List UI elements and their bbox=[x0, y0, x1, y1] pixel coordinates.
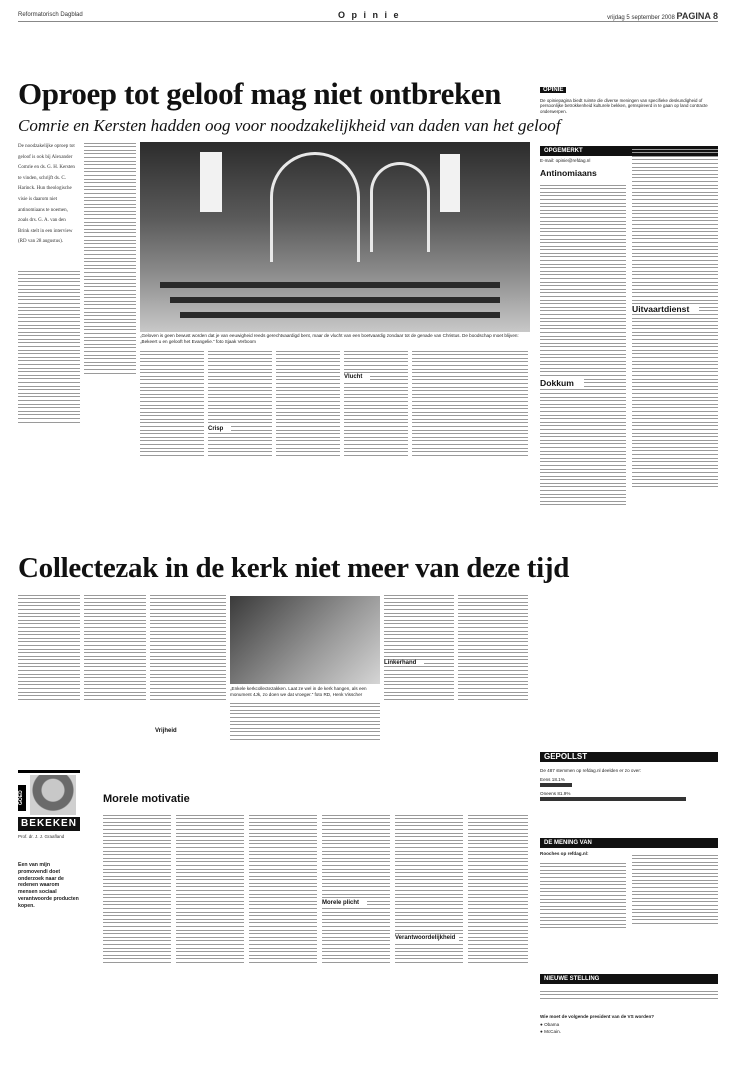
window-shape bbox=[200, 152, 222, 212]
church-interior-photo bbox=[140, 142, 530, 332]
uitvaartdienst-title: Uitvaartdienst bbox=[632, 304, 699, 314]
poll-bar-oneens bbox=[540, 797, 686, 801]
poll-option-eens: Eens 18.1% bbox=[540, 777, 565, 782]
article2-column-2 bbox=[84, 592, 146, 762]
pew-shape bbox=[160, 282, 500, 288]
article1-column-5 bbox=[276, 348, 340, 526]
stelling-intro bbox=[540, 988, 718, 1012]
poll-option-label: Eens bbox=[540, 777, 551, 782]
goed-bekeken-lead: Een van mijn promovendi doet onderzoek naar de redenen waarom mensen sociaal verantwoorde producten kopen. bbox=[18, 862, 79, 909]
column3-col-2 bbox=[176, 812, 244, 1052]
opinie-info-box bbox=[540, 78, 718, 138]
article2-column-6 bbox=[458, 592, 528, 762]
nieuwe-stelling-bar: NIEUWE STELLING bbox=[540, 974, 718, 984]
letters-column-1 bbox=[540, 182, 626, 742]
page-number: PAGINA 8 bbox=[676, 11, 718, 21]
column3-col-6 bbox=[468, 812, 528, 1052]
article1-intro: De noodzakelijke oproep tot geloof is ook bij Alexander Comrie en ds. G. H. Kersten te vinden, schrijft ds. C. Harinck. Hun theologische visie is daarom niet antinomiaans te noemen, zoals drs. G. A. van den Brink stelt in een interview (RD van 28 augustus). bbox=[18, 144, 75, 245]
date: vrijdag 5 september 2008 bbox=[607, 15, 675, 21]
letters-column-2 bbox=[632, 146, 718, 742]
photo-credit: foto RD, Henk Visscher bbox=[314, 692, 363, 697]
opgemerkt-email: E-mail: opinie@refdag.nl bbox=[540, 158, 591, 163]
caption-text: „Enkele kerkcollectezakken. Laat ze wel in de kerk hangen, als een monument 4Jk, zo doen we dat vroeger.” bbox=[230, 686, 367, 697]
poll-option-value: 18.1 bbox=[551, 777, 561, 782]
section-vrijheid: Vrijheid bbox=[155, 728, 185, 734]
stelling-option-label: Obama bbox=[544, 1022, 560, 1027]
article2-column-1 bbox=[18, 592, 80, 762]
poll-option-oneens: Oneens 81.9% bbox=[540, 791, 571, 796]
mening-column-1 bbox=[540, 860, 626, 968]
article1-column-3 bbox=[140, 348, 204, 526]
section-linkerhand: Linkerhand bbox=[384, 660, 424, 666]
article2-column-5 bbox=[384, 592, 454, 762]
antinomiaans-title: Antinomiaans bbox=[540, 168, 597, 178]
pew-shape bbox=[180, 312, 500, 318]
column3-col-5 bbox=[395, 812, 463, 1052]
article1-column-1 bbox=[18, 268, 80, 526]
column3-col-3 bbox=[249, 812, 317, 1052]
stelling-option-1[interactable]: ● Obama bbox=[540, 1022, 560, 1027]
article1-subheadline: Comrie en Kersten hadden oog voor noodzakelijkheid van daden van het geloof bbox=[18, 116, 561, 135]
section-crisp: Crisp bbox=[208, 426, 231, 432]
mening-bar: DE MENING VAN bbox=[540, 838, 718, 848]
poll-bar-eens bbox=[540, 783, 572, 787]
section-morele-plicht: Morele plicht bbox=[322, 900, 367, 906]
photo-credit: foto Sjaak Verboom bbox=[215, 339, 256, 344]
opgemerkt-bar: OPGEMERKT bbox=[540, 146, 718, 156]
mening-name: Rooches op refdag.nl: bbox=[540, 851, 589, 856]
article2-column-4 bbox=[230, 700, 380, 762]
article1-caption bbox=[140, 333, 530, 345]
morele-motivatie-headline: Morele motivatie bbox=[103, 793, 190, 805]
goed-label: GOED bbox=[18, 785, 26, 811]
date-and-page bbox=[607, 11, 718, 21]
arch-shape bbox=[370, 162, 430, 252]
caption-text: „Geloven is geen bewust worden dat je van eeuwigheid reeds gerechtvaardigd bent, maar de vlucht van een boetvaardig zondaar tot de genade van Christus. De boodschap moet blijven: „Bekeert u en gelooft het Evangelie.” bbox=[140, 333, 519, 344]
article1-column-4 bbox=[208, 348, 272, 526]
poll-question: De 487 stemmen op refdag.nl deelden er zo over: bbox=[540, 768, 642, 773]
pew-shape bbox=[170, 297, 500, 303]
article1-headline: Oproep tot geloof mag niet ontbreken bbox=[18, 76, 502, 111]
stelling-option-2[interactable]: ● McCain. bbox=[540, 1029, 561, 1034]
article2-caption bbox=[230, 686, 380, 698]
stelling-option-label: McCain. bbox=[544, 1029, 561, 1034]
article1-column-2 bbox=[84, 140, 136, 526]
author-byline: Prof. dr. J. J. Graafland bbox=[18, 834, 65, 839]
article1-column-7 bbox=[412, 348, 528, 526]
gepollst-bar: GEPOLLST bbox=[540, 752, 718, 762]
stelling-question: Wie moet de volgende president van de VS worden? bbox=[540, 1014, 655, 1019]
window-shape bbox=[440, 154, 460, 212]
section-title: O p i n i e bbox=[338, 10, 401, 20]
mening-column-2 bbox=[632, 852, 718, 968]
dokkum-title: Dokkum bbox=[540, 378, 584, 388]
article2-column-3 bbox=[150, 592, 226, 762]
column3-col-1 bbox=[103, 812, 171, 1052]
article2-headline: Collectezak in de kerk niet meer van deze tijd bbox=[18, 552, 570, 584]
publication-name: Reformatorisch Dagblad bbox=[18, 12, 83, 18]
poll-option-label: Oneens bbox=[540, 791, 557, 796]
poll-option-value: 81.9 bbox=[557, 791, 567, 796]
section-verantwoordelijkheid: Verantwoordelijkheid bbox=[395, 935, 459, 941]
section-vlucht: Vlucht bbox=[344, 374, 370, 380]
collection-bags-photo bbox=[230, 596, 380, 684]
opinie-info-text: De opiniepagina biedt ruimte die diverse meningen van specifieke deskundigheid of persoonlijke betrokkenheid kulturele bekken, geïnspireerd in te gaan op land contracte onderwerpen. bbox=[540, 98, 708, 114]
poll-box bbox=[540, 768, 718, 805]
arch-shape bbox=[270, 152, 360, 262]
page-header bbox=[18, 10, 718, 22]
goed-bekeken-box bbox=[18, 770, 80, 848]
bekeken-label: BEKEKEN bbox=[18, 817, 80, 831]
author-portrait bbox=[30, 775, 76, 815]
opinie-tag: OPINIE bbox=[540, 87, 566, 93]
column3-col-4 bbox=[322, 812, 390, 1052]
